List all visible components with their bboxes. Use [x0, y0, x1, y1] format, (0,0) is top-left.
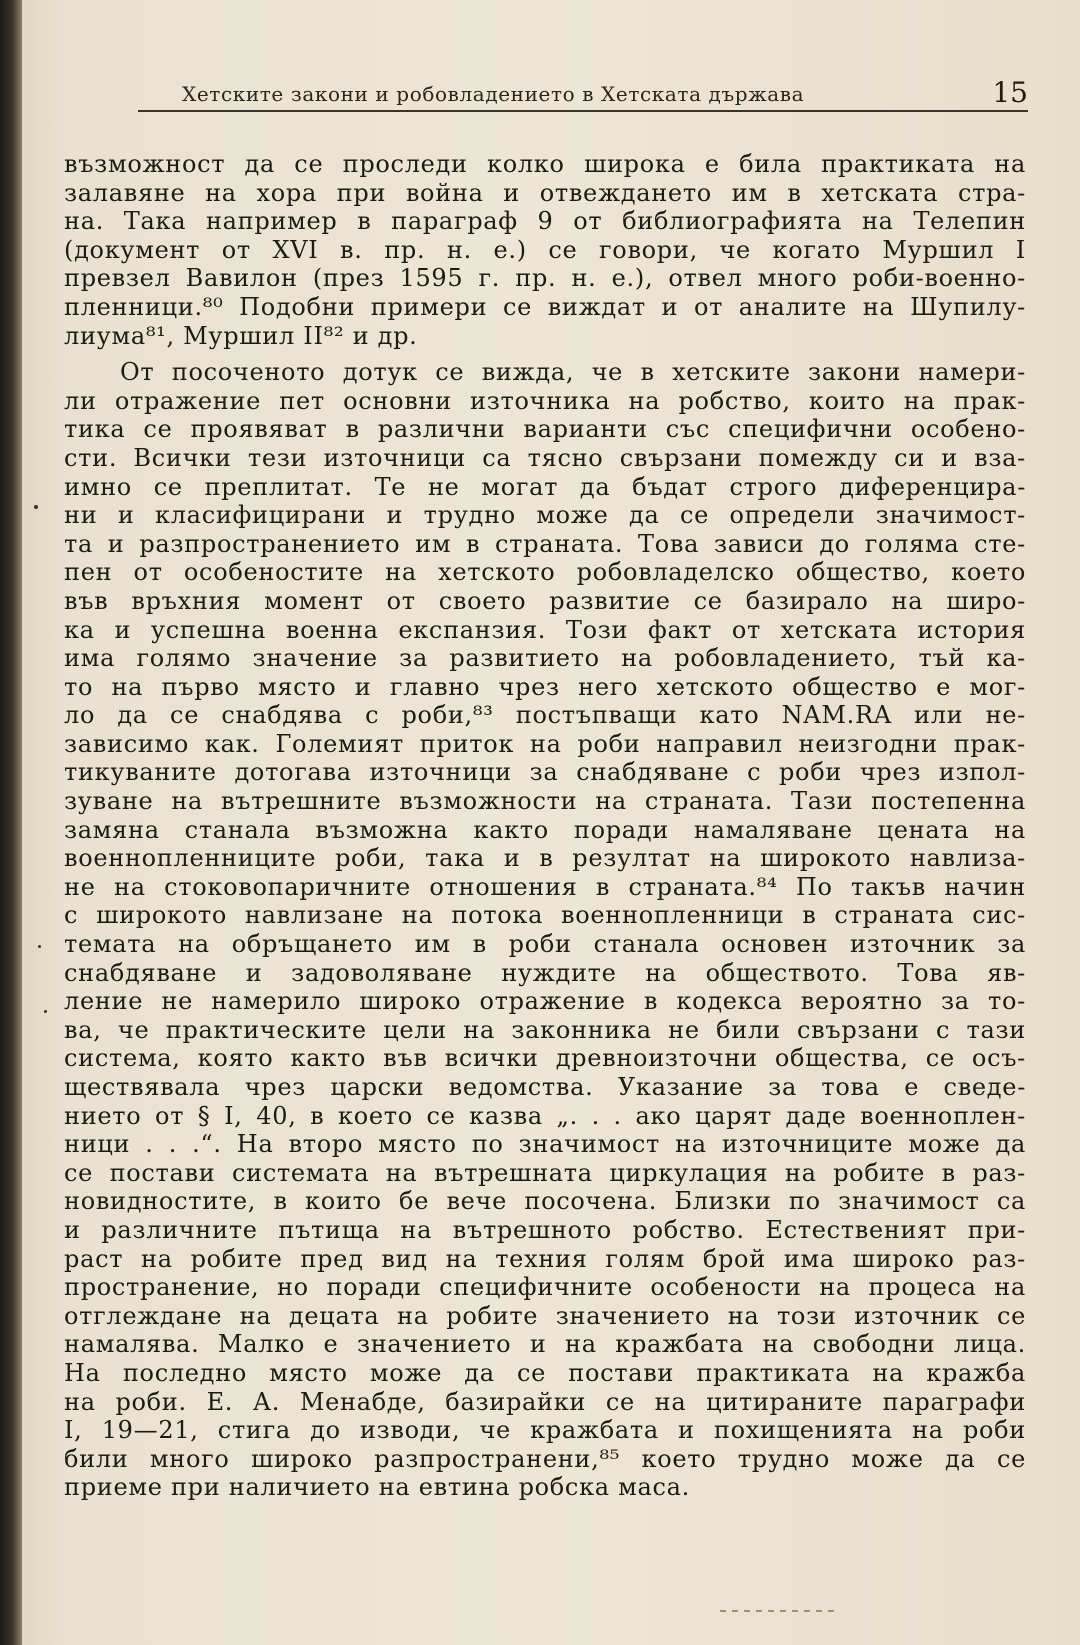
- header-rule: [138, 110, 1028, 112]
- text-line: намалява. Малко е значението и на кражбата на свободни лица.: [64, 1330, 1026, 1359]
- text-line: приеме при наличието на евтина робска маса.: [64, 1473, 690, 1502]
- text-line: военнопленниците роби, така и в резултат на широкото навлиза-: [64, 844, 1026, 873]
- text-line: на. Така например в параграф 9 от библиографията на Телепин: [64, 207, 1026, 236]
- text-line: пленници.⁸⁰ Подобни примери се виждат и от аналите на Шупилу-: [64, 292, 1026, 321]
- running-header: [140, 78, 1040, 118]
- text-line: на роби. Е. А. Менабде, базирайки се на цитираните параграфи: [64, 1387, 1026, 1416]
- running-header-title: Хетските закони и робовладението в Хетската държава: [182, 82, 805, 106]
- text-line: та и разпространението им в страната. Това зависи до голяма сте-: [64, 529, 1026, 558]
- text-line: ли отражение пет основни източника на робство, които на прак-: [64, 386, 1026, 415]
- text-line: пен от особеностите на хетското робовладелско общество, което: [64, 558, 1026, 587]
- text-line: снабдяване и задоволяване нуждите на обществото. Това яв-: [64, 958, 1026, 987]
- body-text: [64, 150, 1026, 1502]
- paragraph-start-line: От посоченото дотук се вижда, че в хетските закони намери-: [120, 358, 1026, 387]
- text-line: били много широко разпространени,⁸⁵ което трудно може да се: [64, 1444, 1026, 1473]
- print-speck: [44, 1010, 47, 1013]
- text-line: зуване на вътрешните възможности на страната. Тази постепенна: [64, 787, 1026, 816]
- text-line: (документ от XVI в. пр. н. е.) се говори, че когато Муршил I: [64, 235, 1026, 264]
- text-line: раст на робите пред вид на техния голям брой има широко раз-: [64, 1244, 1026, 1273]
- book-binding-edge: [0, 0, 22, 1645]
- text-line: новидностите, в които бе вече посочена. Близки по значимост са: [64, 1187, 1026, 1216]
- text-line: има голямо значение за развитието на робовладението, тъй ка-: [64, 644, 1026, 673]
- print-artifact-dashes: [720, 1610, 840, 1612]
- text-line: ва, че практическите цели на законника не били свързани с тази: [64, 1015, 1026, 1044]
- text-line: имно се преплитат. Те не могат да бъдат строго диференцира-: [64, 472, 1026, 501]
- text-line: нието от § I, 40, в което се казва „. . . ако царят даде военноплен-: [64, 1101, 1026, 1130]
- text-line: с широкото навлизане на потока военнопленници в страната сис-: [64, 901, 1026, 930]
- text-line: замяна станала възможна както поради намаляване цената на: [64, 815, 1026, 844]
- text-line: лиума⁸¹, Муршил II⁸² и др.: [64, 321, 418, 350]
- page-number: 15: [992, 76, 1028, 109]
- text-line: тика се проявяват в различни варианти със специфични особено-: [64, 415, 1026, 444]
- text-line: превзел Вавилон (през 1595 г. пр. н. е.), отвел много роби-военно-: [64, 264, 1026, 293]
- text-line: сти. Всички тези източници са тясно свързани помежду си и вза-: [64, 443, 1026, 472]
- print-speck: [38, 945, 41, 948]
- text-line: залавяне на хора при война и отвеждането им в хетската стра-: [64, 178, 1026, 207]
- text-line: пространение, но поради специфичните особености на процеса на: [64, 1273, 1026, 1302]
- text-line: ществявала чрез царски ведомства. Указание за това е сведе-: [64, 1073, 1026, 1101]
- text-line: ло да се снабдява с роби,⁸³ постъпващи като NAM.RA или не-: [64, 701, 1026, 730]
- print-speck: [34, 505, 38, 509]
- text-line: система, която както във всички древноизточни общества, се осъ-: [64, 1044, 1026, 1073]
- text-line: ници . . .“. На второ място по значимост на източниците може да: [64, 1130, 1026, 1159]
- text-line: тикуваните дотогава източници за снабдяване с роби чрез изпол-: [64, 758, 1026, 787]
- text-line: и различните пътища на вътрешното робство. Естественият при-: [64, 1215, 1026, 1244]
- text-line: се постави системата на вътрешната циркулация на робите в раз-: [64, 1158, 1026, 1187]
- text-line: ление не намерило широко отражение в кодекса вероятно за то-: [64, 987, 1026, 1016]
- text-line: На последно място може да се постави практиката на кражба: [64, 1358, 1026, 1387]
- text-line: възможност да се проследи колко широка е била практиката на: [64, 150, 1026, 178]
- text-line: във връхния момент от своето развитие се базирало на широ-: [64, 586, 1026, 615]
- text-line: I, 19—21, стига до изводи, че кражбата и похищенията на роби: [64, 1416, 1026, 1445]
- text-line: темата на обръщането им в роби станала основен източник за: [64, 930, 1026, 959]
- text-line: не на стоковопаричните отношения в страната.⁸⁴ По такъв начин: [64, 872, 1026, 901]
- text-line: то на първо място и главно чрез него хетското общество е мог-: [64, 672, 1026, 701]
- text-line: отглеждане на децата на робите значението на този източник се: [64, 1301, 1026, 1330]
- text-line: зависимо как. Големият приток на роби направил неизгодни прак-: [64, 729, 1026, 758]
- text-line: ни и класифицирани и трудно може да се определи значимост-: [64, 501, 1026, 530]
- text-line: ка и успешна военна експанзия. Този факт от хетската история: [64, 615, 1026, 644]
